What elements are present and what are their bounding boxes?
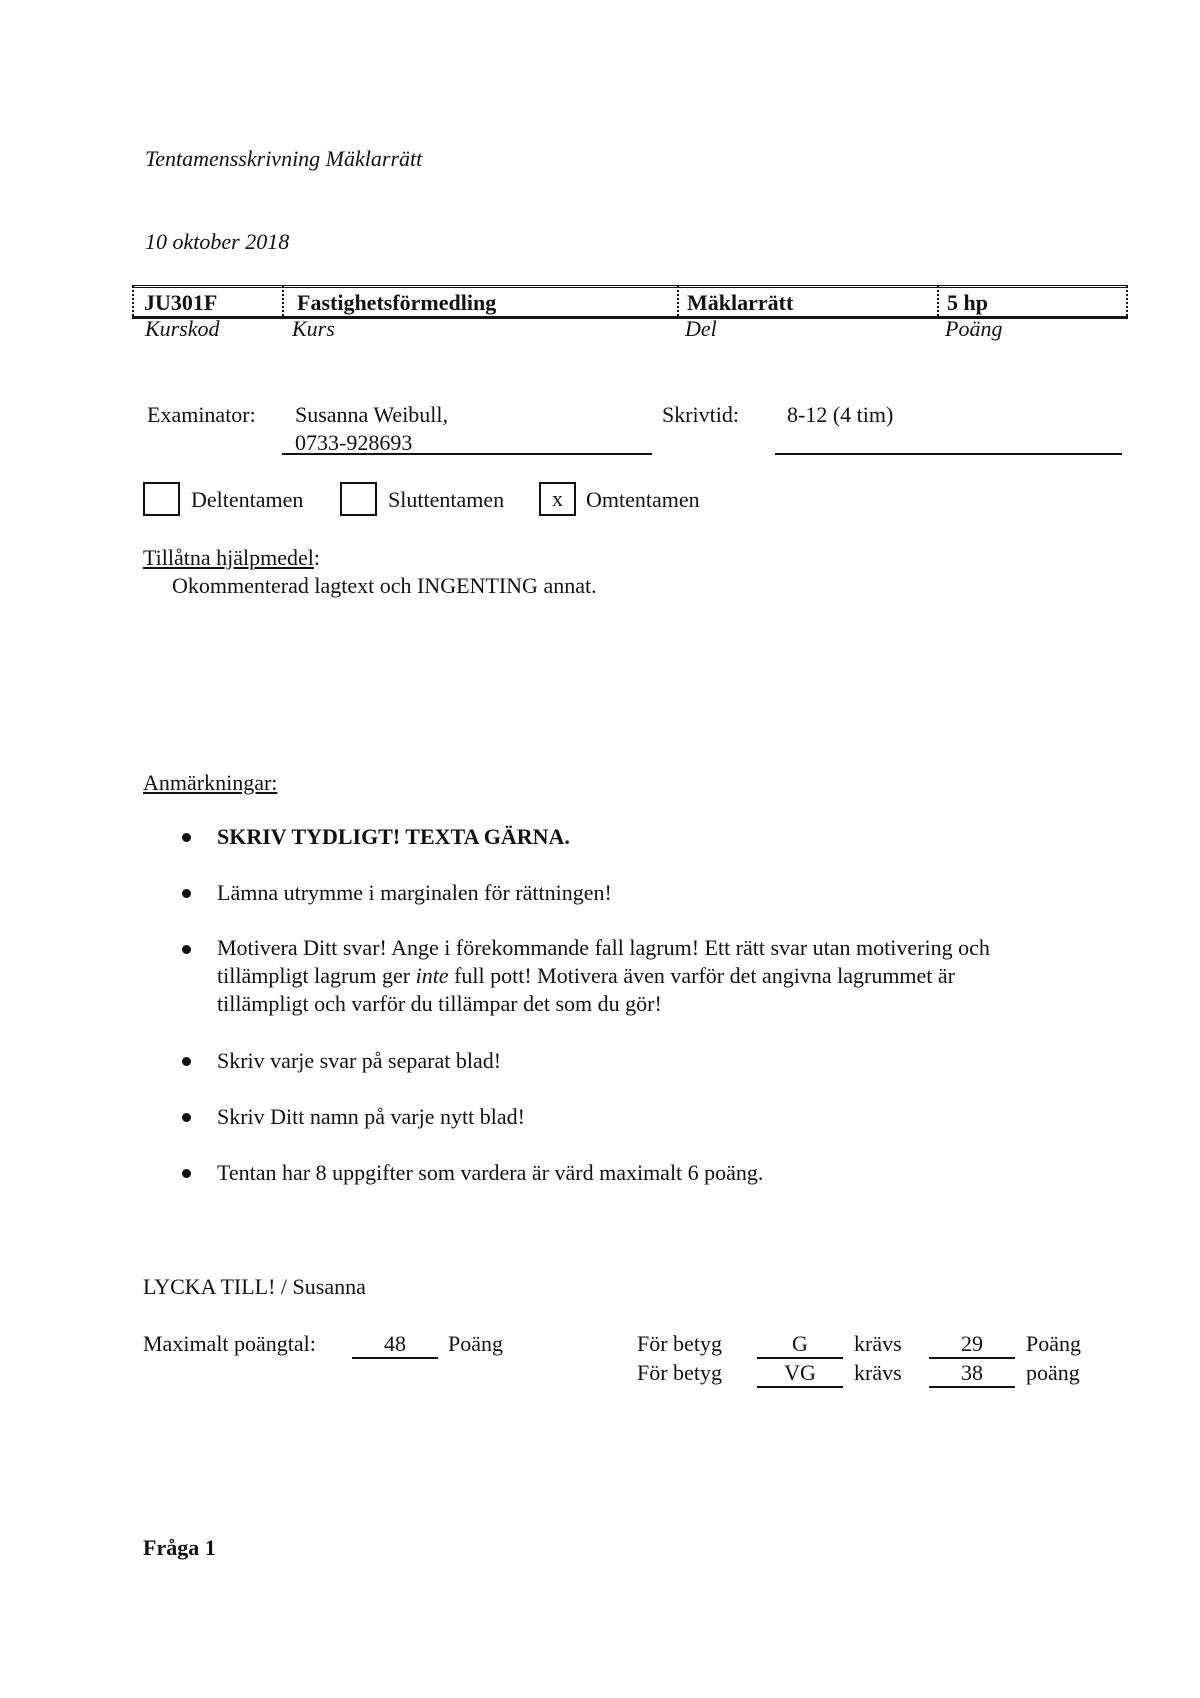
aids-heading-wrap (143, 545, 320, 571)
grade-value: G (757, 1331, 843, 1359)
remark-line: tillämpligt lagrum ger inte full pott! Motivera även varför det angivna lagrummet är (217, 963, 956, 988)
emphasis-text: inte (415, 963, 449, 988)
remark-line: Motivera Ditt svar! Ange i förekommande fall lagrum! Ett rätt svar utan motivering och (217, 935, 990, 960)
max-points-unit: Poäng (448, 1331, 503, 1356)
grade-prefix: För betyg (637, 1360, 722, 1385)
aids-heading-colon: : (313, 545, 321, 570)
remark-item: Skriv varje svar på separat blad! (217, 1048, 502, 1073)
question-heading: Fråga 1 (143, 1535, 216, 1560)
course-code: JU301F (144, 290, 218, 315)
course-points: 5 hp (947, 290, 988, 315)
bullet-icon (182, 1169, 191, 1178)
table-separator (132, 286, 134, 316)
table-separator (677, 286, 679, 316)
grade-unit: Poäng (1026, 1331, 1081, 1356)
remark-item: Tentan har 8 uppgifter som vardera är värd maximalt 6 poäng. (217, 1160, 764, 1185)
grade-value: VG (757, 1360, 843, 1388)
bullet-icon (182, 833, 191, 842)
table-separator (282, 286, 284, 316)
course-part: Mäklarrätt (687, 290, 794, 315)
exam-type-label-sluttentamen: Sluttentamen (388, 487, 505, 512)
examiner-phone: 0733-928693 (295, 430, 413, 455)
exam-type-label-omtentamen: Omtentamen (586, 487, 700, 512)
writing-time-value: 8-12 (4 tim) (787, 402, 894, 427)
aids-text: Okommenterad lagtext och INGENTING annat. (172, 573, 597, 598)
max-points-label: Maximalt poängtal: (143, 1331, 316, 1356)
examiner-field-line (282, 453, 652, 455)
examiner-name: Susanna Weibull, (295, 402, 449, 427)
exam-type-checkbox-omtentamen[interactable]: x (539, 482, 576, 516)
exam-date: 10 oktober 2018 (145, 229, 290, 254)
remark-item-motivation (217, 934, 1117, 1018)
remark-item: Lämna utrymme i marginalen för rättningen! (217, 880, 612, 905)
bullet-icon (182, 945, 191, 954)
grade-points: 38 (929, 1360, 1015, 1388)
exam-type-checkbox-deltentamen[interactable] (143, 482, 180, 516)
bullet-icon (182, 1057, 191, 1066)
writing-time-field-line (775, 453, 1122, 455)
course-part-label: Del (685, 316, 717, 341)
writing-time-label: Skrivtid: (662, 402, 740, 427)
examiner-label: Examinator: (147, 402, 256, 427)
aids-heading: Tillåtna hjälpmedel (143, 545, 314, 570)
grade-points: 29 (929, 1331, 1015, 1359)
grade-requires: krävs (854, 1331, 902, 1356)
course-name: Fastighetsförmedling (297, 290, 497, 315)
course-code-label: Kurskod (145, 316, 220, 341)
table-separator (937, 286, 939, 316)
course-table (132, 285, 1128, 319)
course-points-label: Poäng (945, 316, 1003, 341)
bullet-icon (182, 1113, 191, 1122)
remark-line: tillämpligt och varför du tillämpar det som du gör! (217, 991, 662, 1016)
grade-requires: krävs (854, 1360, 902, 1385)
grade-prefix: För betyg (637, 1331, 722, 1356)
closing-text: LYCKA TILL! / Susanna (143, 1274, 366, 1299)
remarks-heading: Anmärkningar: (143, 770, 278, 795)
remark-item: Skriv Ditt namn på varje nytt blad! (217, 1104, 525, 1129)
document-title: Tentamensskrivning Mäklarrätt (145, 146, 423, 171)
exam-type-label-deltentamen: Deltentamen (191, 487, 304, 512)
grade-unit: poäng (1026, 1360, 1080, 1385)
course-name-label: Kurs (292, 316, 335, 341)
max-points-value: 48 (352, 1331, 438, 1359)
remark-item: SKRIV TYDLIGT! TEXTA GÄRNA. (217, 824, 570, 849)
exam-type-checkbox-sluttentamen[interactable] (340, 482, 377, 516)
bullet-icon (182, 889, 191, 898)
table-separator (1126, 286, 1128, 316)
